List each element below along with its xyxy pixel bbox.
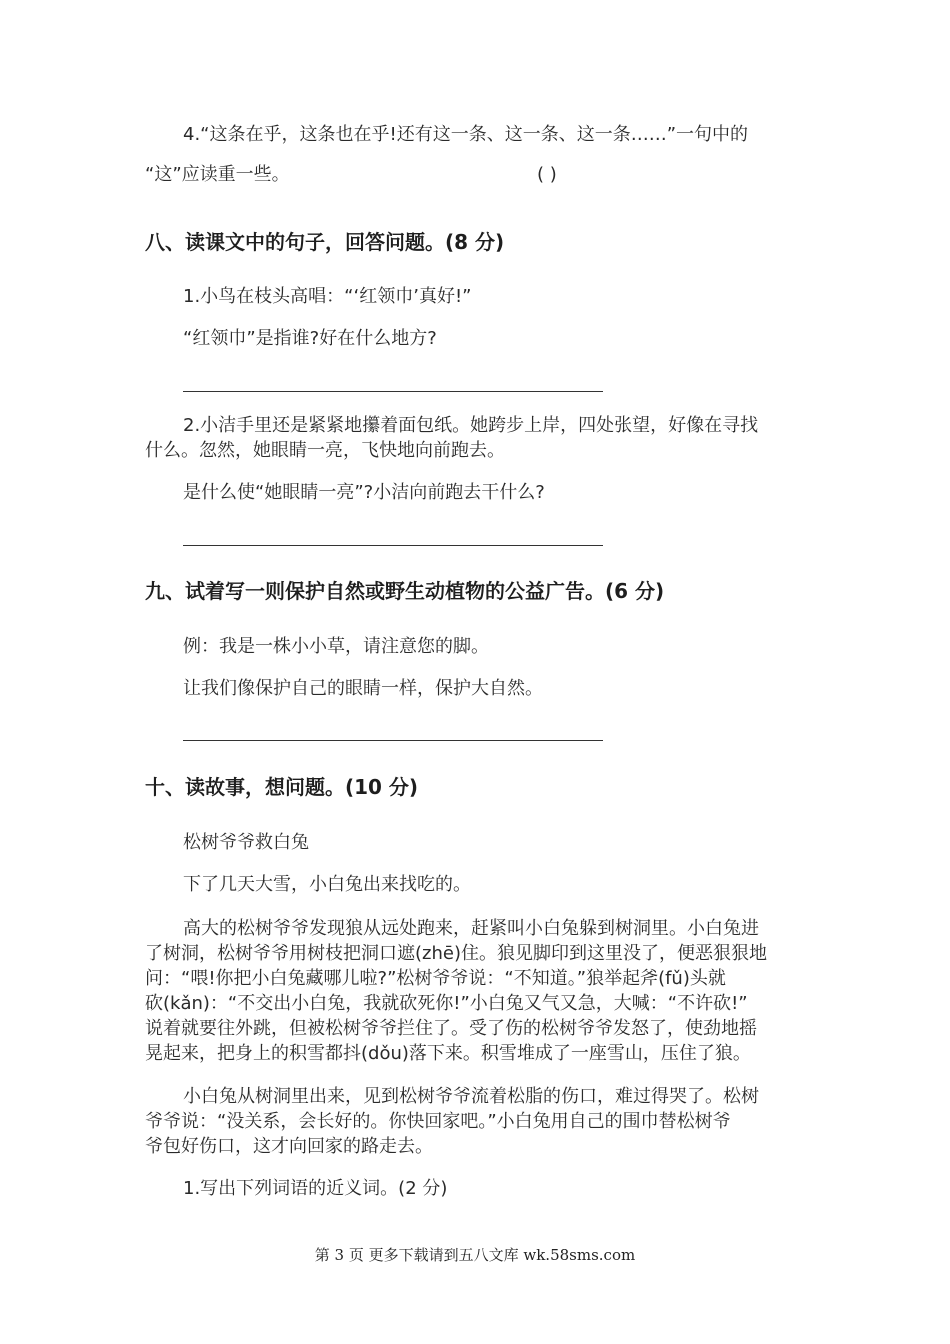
q7-item4-line2: “这”应读重一些。: [145, 164, 290, 185]
q8-item2-question: 是什么使“她眼睛一亮”?小洁向前跑去干什么?: [183, 482, 545, 503]
story-paragraph-2-line: 了树洞，松树爷爷用树枝把洞口遮(zhē)住。狼见脚印到这里没了，便恶狠狠地: [145, 943, 767, 964]
story-paragraph-3-line: 爷爷说：“没关系，会长好的。你快回家吧。”小白兔用自己的围巾替松树爷: [145, 1111, 731, 1132]
story-paragraph-2-line: 砍(kǎn)：“不交出小白兔，我就砍死你!”小白兔又气又急，大喊：“不许砍!”: [145, 993, 748, 1014]
story-paragraph-3-line: 爷包好伤口，这才向回家的路走去。: [145, 1136, 433, 1157]
q7-item4-answer-paren: ( ): [537, 164, 557, 185]
section-9-heading: 九、试着写一则保护自然或野生动植物的公益广告。(6 分): [145, 579, 665, 603]
q7-item4-line1: 4.“这条在乎，这条也在乎!还有这一条、这一条、这一条……”一句中的: [183, 124, 749, 145]
story-paragraph-2-line: 高大的松树爷爷发现狼从远处跑来，赶紧叫小白兔躲到树洞里。小白兔进: [183, 918, 759, 939]
q8-item1-quote: 1.小鸟在枝头高唱：“‘红领巾’真好!”: [183, 286, 472, 307]
story-paragraph-2-line: 说着就要往外跳，但被松树爷爷拦住了。受了伤的松树爷爷发怒了，使劲地摇: [145, 1018, 757, 1039]
q8-item1-answer-line[interactable]: [183, 391, 603, 392]
q9-answer-line[interactable]: [183, 740, 603, 741]
story-paragraph-3-line: 小白兔从树洞里出来，见到松树爷爷流着松脂的伤口，难过得哭了。松树: [183, 1086, 759, 1107]
q9-example-line2: 让我们像保护自己的眼睛一样，保护大自然。: [183, 678, 543, 699]
q8-item2-line1: 2.小洁手里还是紧紧地攥着面包纸。她跨步上岸，四处张望，好像在寻找: [183, 415, 759, 436]
section-8-heading: 八、读课文中的句子，回答问题。(8 分): [145, 230, 505, 254]
section-10-heading: 十、读故事，想问题。(10 分): [145, 775, 419, 799]
story-paragraph-2-line: 问：“喂!你把小白兔藏哪儿啦?”松树爷爷说：“不知道。”狼举起斧(fǔ)头就: [145, 968, 726, 989]
q10-subquestion-1: 1.写出下列词语的近义词。(2 分): [183, 1178, 448, 1199]
q8-item2-answer-line[interactable]: [183, 545, 603, 546]
page-footer: 第 3 页 更多下载请到五八文库 wk.58sms.com: [314, 1246, 636, 1264]
q8-item2-line2: 什么。忽然，她眼睛一亮，飞快地向前跑去。: [145, 440, 505, 461]
story-title: 松树爷爷救白兔: [183, 832, 309, 853]
story-paragraph-2-line: 晃起来，把身上的积雪都抖(dǒu)落下来。积雪堆成了一座雪山，压住了狼。: [145, 1043, 751, 1064]
q8-item1-question: “红领巾”是指谁?好在什么地方?: [183, 328, 437, 349]
story-paragraph-1: 下了几天大雪，小白兔出来找吃的。: [183, 874, 471, 895]
q9-example-line1: 例：我是一株小小草，请注意您的脚。: [183, 636, 489, 657]
